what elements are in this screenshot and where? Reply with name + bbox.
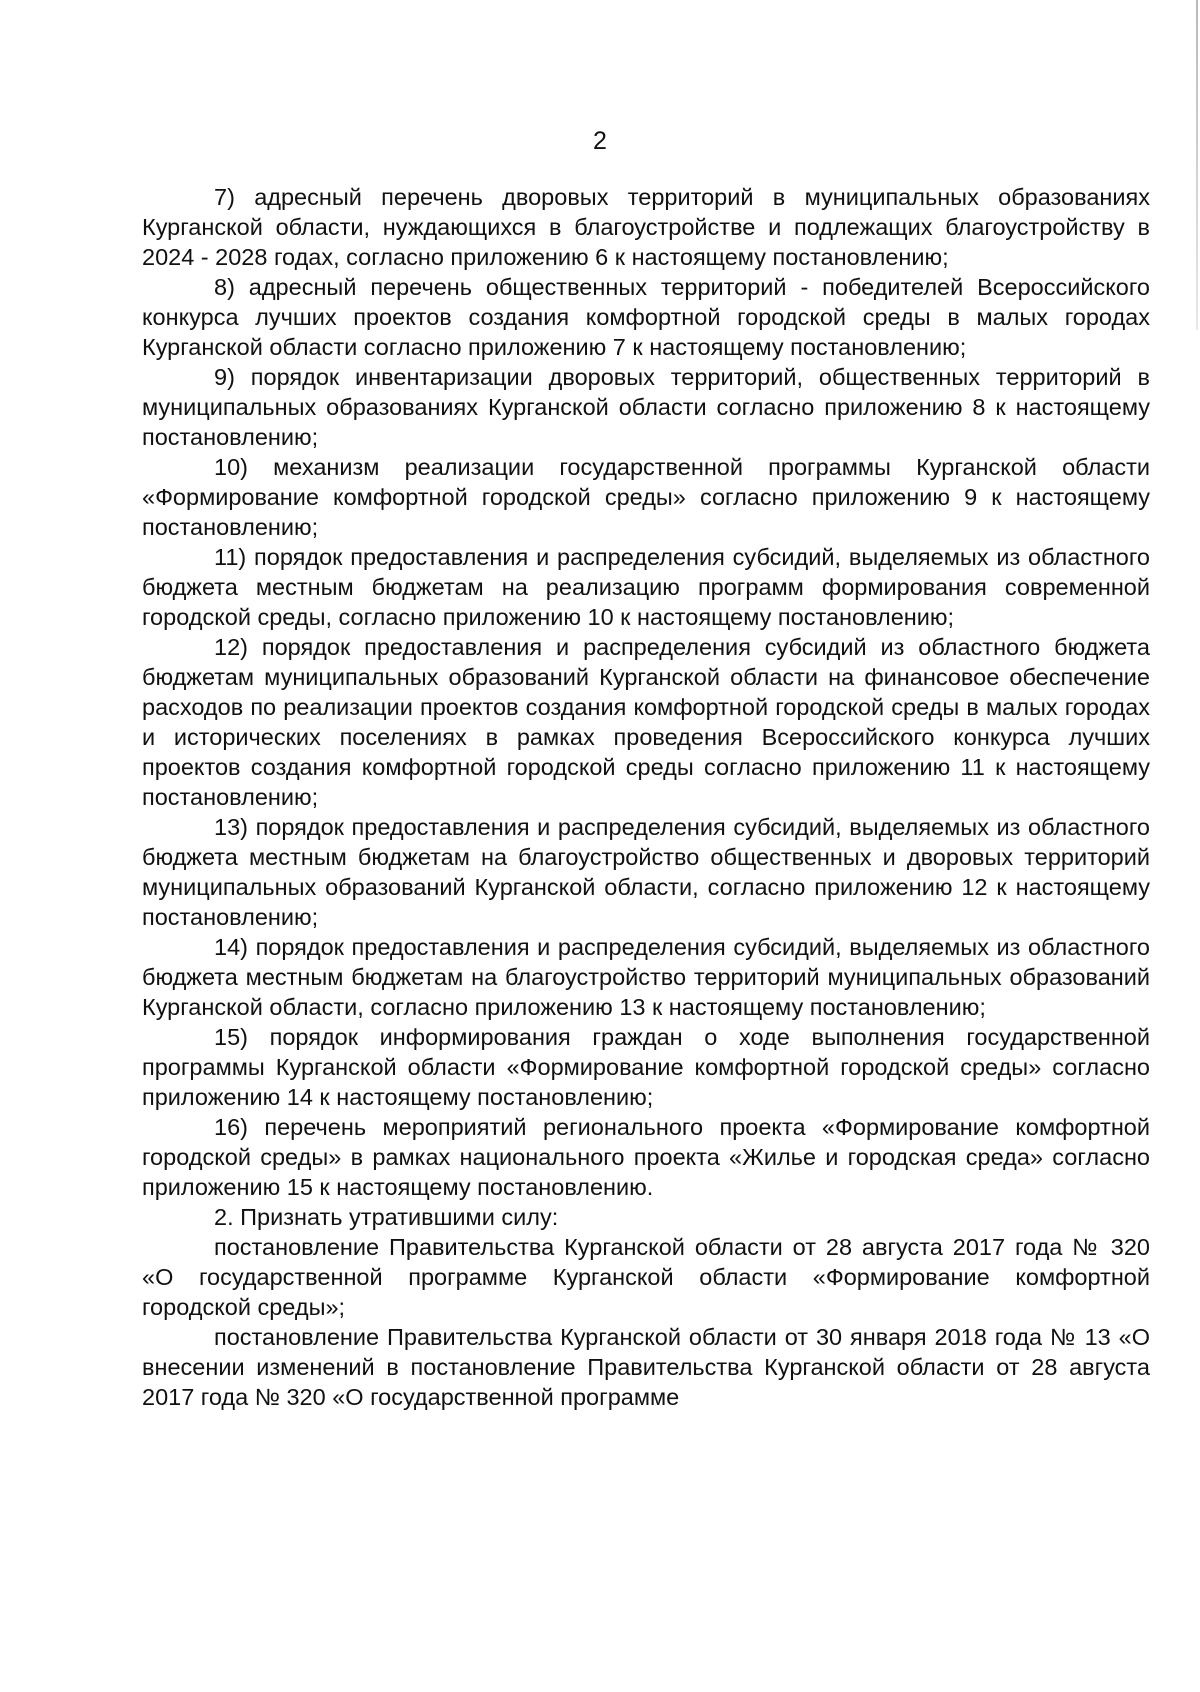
- paragraph-item-16: 16) перечень мероприятий регионального проекта «Формирование комфортной городской среды» в рамках национального проекта «Жилье и городская среда» согласно приложению 15 к настоящему постановлению.: [142, 1114, 1150, 1200]
- document-body: [142, 182, 1150, 1412]
- paragraph-item-12: 12) порядок предоставления и распределения субсидий из областного бюджета бюджетам муниципальных образований Курганской области на финансовое обеспечение расходов по реализации проектов создания комфортной городской среды в малых городах и исторических поселениях в рамках проведения Всероссийского конкурса лучших проектов создания комфортной городской среды согласно приложению 11 к настоящему постановлению;: [142, 634, 1150, 810]
- paragraph-repealed-act-1: постановление Правительства Курганской области от 28 августа 2017 года № 320 «О государственной программе Курганской области «Формирование комфортной городской среды»;: [142, 1234, 1150, 1320]
- paragraph-item-9: 9) порядок инвентаризации дворовых территорий, общественных территорий в муниципальных образованиях Курганской области согласно приложению 8 к настоящему постановлению;: [142, 364, 1150, 450]
- paragraph-item-7: 7) адресный перечень дворовых территорий в муниципальных образованиях Курганской области, нуждающихся в благоустройстве и подлежащих благоустройству в 2024 - 2028 годах, согласно приложению 6 к настоящему постановлению;: [142, 184, 1150, 270]
- paragraph-item-13: 13) порядок предоставления и распределения субсидий, выделяемых из областного бюджета местным бюджетам на благоустройство общественных и дворовых территорий муниципальных образований Курганской области, согласно приложению 12 к настоящему постановлению;: [142, 814, 1150, 930]
- paragraph-item-8: 8) адресный перечень общественных территорий - победителей Всероссийского конкурса лучших проектов создания комфортной городской среды в малых городах Курганской области согласно приложению 7 к настоящему постановлению;: [142, 274, 1150, 360]
- paragraph-section-2: 2. Признать утратившими силу:: [214, 1204, 559, 1230]
- page-number: 2: [593, 127, 607, 155]
- paragraph-item-14: 14) порядок предоставления и распределения субсидий, выделяемых из областного бюджета местным бюджетам на благоустройство территорий муниципальных образований Курганской области, согласно приложению 13 к настоящему постановлению;: [142, 934, 1150, 1020]
- paragraph-repealed-act-2: постановление Правительства Курганской области от 30 января 2018 года № 13 «О внесении изменений в постановление Правительства Курганской области от 28 августа 2017 года № 320 «О государственной программе: [142, 1324, 1150, 1410]
- paragraph-item-15: 15) порядок информирования граждан о ходе выполнения государственной программы Курганской области «Формирование комфортной городской среды» согласно приложению 14 к настоящему постановлению;: [142, 1024, 1150, 1110]
- scan-edge-line: [1196, 0, 1198, 330]
- paragraph-item-11: 11) порядок предоставления и распределения субсидий, выделяемых из областного бюджета местным бюджетам на реализацию программ формирования современной городской среды, согласно приложению 10 к настоящему постановлению;: [142, 544, 1150, 630]
- paragraph-item-10: 10) механизм реализации государственной программы Курганской области «Формирование комфортной городской среды» согласно приложению 9 к настоящему постановлению;: [142, 454, 1150, 540]
